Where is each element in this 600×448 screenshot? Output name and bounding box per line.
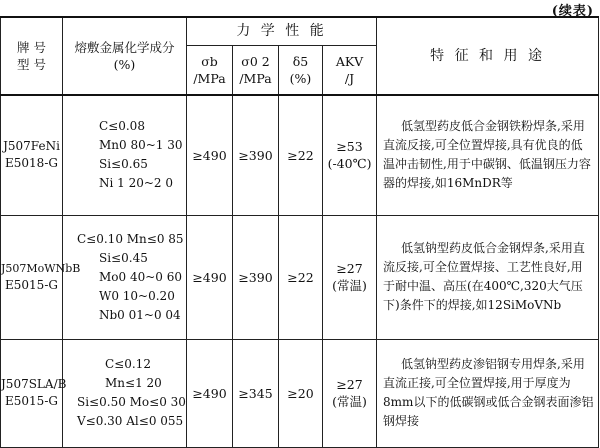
header-features: 特 征 和 用 途: [377, 17, 599, 95]
composition-line: Mn≤1 20: [105, 376, 162, 390]
header-sigma-b-unit: /MPa: [193, 70, 226, 86]
sigma-02-value: ≥390: [233, 215, 279, 339]
header-delta5: [279, 45, 323, 95]
header-sigma-02: [233, 45, 279, 95]
composition-cell: [63, 215, 187, 339]
composition-line: Si≤0.45: [99, 250, 148, 265]
header-mechanical: 力 学 性 能: [187, 17, 377, 45]
header-delta5-symbol: δ5: [292, 53, 309, 69]
header-sigma-b: [187, 45, 233, 95]
composition-line: Ni 1 20~2 0: [99, 176, 174, 191]
sigma-02-value: ≥345: [233, 339, 279, 447]
composition-line: Si≤0.50 Mo≤0 30: [77, 395, 186, 409]
use-description: 低氢钠型药皮渗铝钢专用焊条,采用直流正接,可全位置焊接,用于厚度为8mm以下的低碳钢或低合金钢表面渗铝钢焊接: [377, 339, 599, 447]
grade-name: J507MoWNbB: [1, 262, 81, 275]
table-row: [1, 95, 599, 215]
header-composition-line2: (%): [113, 57, 136, 72]
composition-line: C≤0.12: [105, 357, 151, 371]
header-akv-unit: /J: [344, 70, 355, 86]
composition-line: W0 10~0.20: [99, 288, 175, 303]
akv-cell: [323, 95, 377, 215]
composition-line: Si≤0.65: [99, 157, 148, 172]
composition-line: Mn0 80~1 30: [99, 138, 183, 153]
header-grade-line1: 牌 号: [17, 40, 46, 55]
akv-note: (-40℃): [327, 156, 372, 172]
header-grade-line2: 型 号: [17, 57, 46, 72]
delta5-value: ≥20: [279, 339, 323, 447]
delta5-value: ≥22: [279, 215, 323, 339]
akv-note: (常温): [332, 394, 367, 409]
grade-model: E5018-G: [5, 156, 58, 171]
header-delta5-unit: (%): [289, 70, 312, 86]
akv-value: ≥53: [336, 139, 363, 155]
sigma-b-value: ≥490: [187, 339, 233, 447]
akv-cell: [323, 215, 377, 339]
akv-cell: [323, 339, 377, 447]
table-row: [1, 339, 599, 447]
akv-note: (常温): [332, 278, 367, 293]
composition-line: Mo0 40~0 60: [99, 269, 183, 284]
use-description: 低氢型药皮低合金钢铁粉焊条,采用直流反接,可全位置焊接,具有优良的低温冲击韧性,用于中碳钢、低温钢压力容器的焊接,如16MnDR等: [377, 95, 599, 215]
table-row: [1, 215, 599, 339]
header-sigma-b-symbol: σb: [201, 53, 218, 69]
grade-model: E5015-G: [5, 278, 58, 292]
grade-model: E5015-G: [5, 394, 58, 408]
composition-cell: [63, 339, 187, 447]
akv-value: ≥27: [336, 261, 363, 276]
composition-line: C≤0.10 Mn≤0 85: [77, 231, 184, 246]
header-composition: [63, 17, 187, 95]
sigma-02-value: ≥390: [233, 95, 279, 215]
welding-electrode-table: [0, 16, 599, 448]
composition-cell: [63, 95, 187, 215]
sigma-b-value: ≥490: [187, 95, 233, 215]
grade-name: J507FeNi: [3, 139, 60, 154]
grade-cell: [1, 95, 63, 215]
composition-line: V≤0.30 Al≤0 055: [77, 414, 184, 428]
grade-cell: [1, 215, 81, 339]
header-sigma-02-unit: /MPa: [239, 70, 272, 86]
grade-cell: [1, 339, 67, 447]
delta5-value: ≥22: [279, 95, 323, 215]
header-composition-line1: 熔敷金属化学成分: [74, 40, 175, 55]
header-akv-symbol: AKV: [335, 53, 364, 69]
header-grade: [1, 17, 63, 95]
header-sigma-02-symbol: σ0 2: [241, 53, 270, 69]
header-akv: [323, 45, 377, 95]
akv-value: ≥27: [336, 377, 363, 392]
continuation-label: (续表): [551, 4, 594, 19]
sigma-b-value: ≥490: [187, 215, 233, 339]
composition-line: C≤0.08: [99, 119, 145, 134]
grade-name: J507SLA/B: [1, 377, 67, 391]
composition-line: Nb0 01~0 04: [99, 307, 181, 322]
use-description: 低氢钠型药皮低合金钢焊条,采用直流反接,可全位置焊接、工艺性良好,用于耐中温、高压(在400℃,320大气压下)条件下的焊接,如12SiMoVNb: [377, 215, 599, 339]
